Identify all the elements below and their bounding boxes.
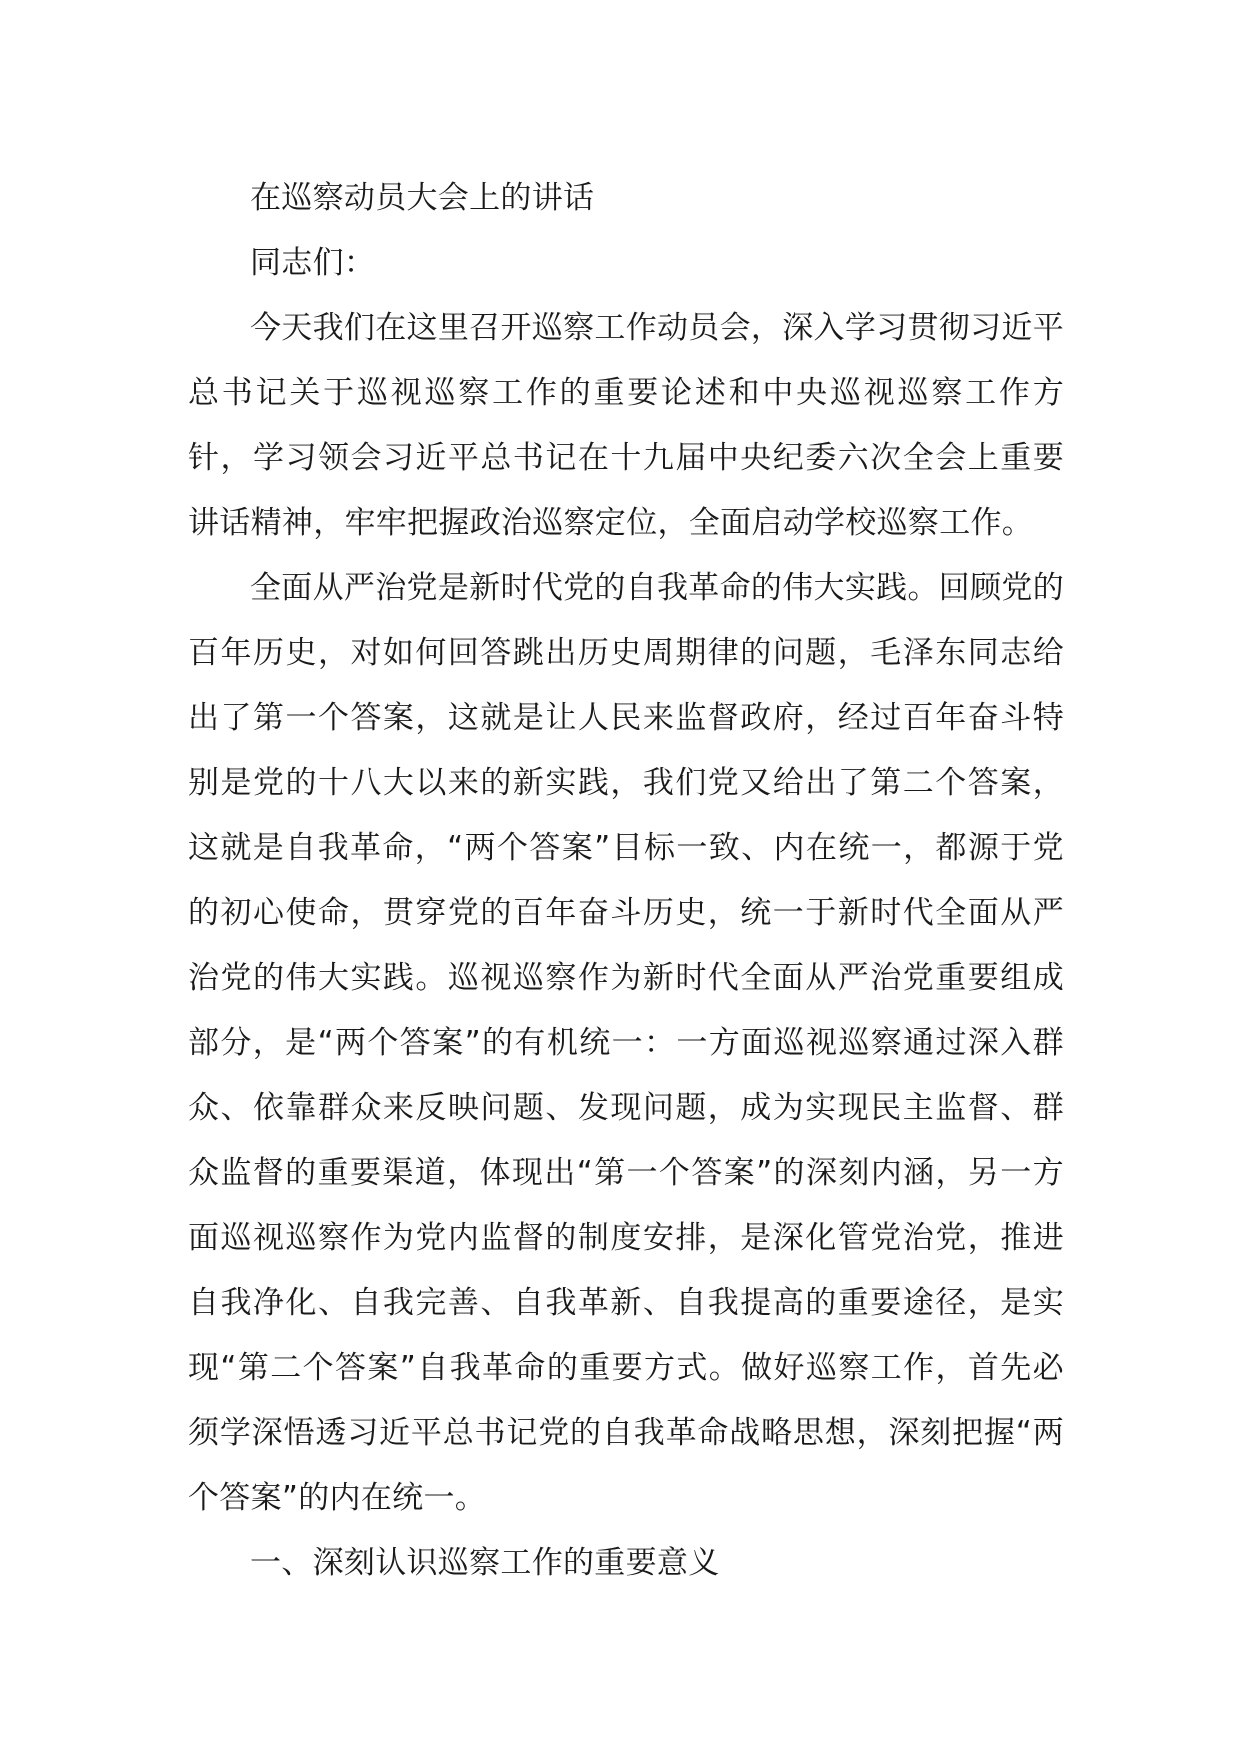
section-heading: 一、深刻认识巡察工作的重要意义 xyxy=(250,1545,720,1581)
document-title: 在巡察动员大会上的讲话 xyxy=(250,180,595,216)
salutation: 同志们： xyxy=(250,245,376,281)
document-body xyxy=(188,166,1064,1596)
paragraph: 全面从严治党是新时代党的自我革命的伟大实践。回顾党的百年历史，对如何回答跳出历史周期律的问题，毛泽东同志给出了第一个答案，这就是让人民来监督政府，经过百年奋斗特别是党的十八大以来的新实践，我们党又给出了第二个答案，这就是自我革命，“两个答案”目标一致、内在统一，都源于党的初心使命，贯穿党的百年奋斗历史，统一于新时代全面从严治党的伟大实践。巡视巡察作为新时代全面从严治党重要组成部分，是“两个答案”的有机统一：一方面巡视巡察通过深入群众、依靠群众来反映问题、发现问题，成为实现民主监督、群众监督的重要渠道，体现出“第一个答案”的深刻内涵，另一方面巡视巡察作为党内监督的制度安排，是深化管党治党，推进自我净化、自我完善、自我革新、自我提高的重要途径，是实现“第二个答案”自我革命的重要方式。做好巡察工作，首先必须学深悟透习近平总书记党的自我革命战略思想，深刻把握“两个答案”的内在统一。 xyxy=(188,570,1064,1516)
paragraph: 今天我们在这里召开巡察工作动员会，深入学习贯彻习近平总书记关于巡视巡察工作的重要论述和中央巡视巡察工作方针，学习领会习近平总书记在十九届中央纪委六次全会上重要讲话精神，牢牢把握政治巡察定位，全面启动学校巡察工作。 xyxy=(188,310,1064,541)
